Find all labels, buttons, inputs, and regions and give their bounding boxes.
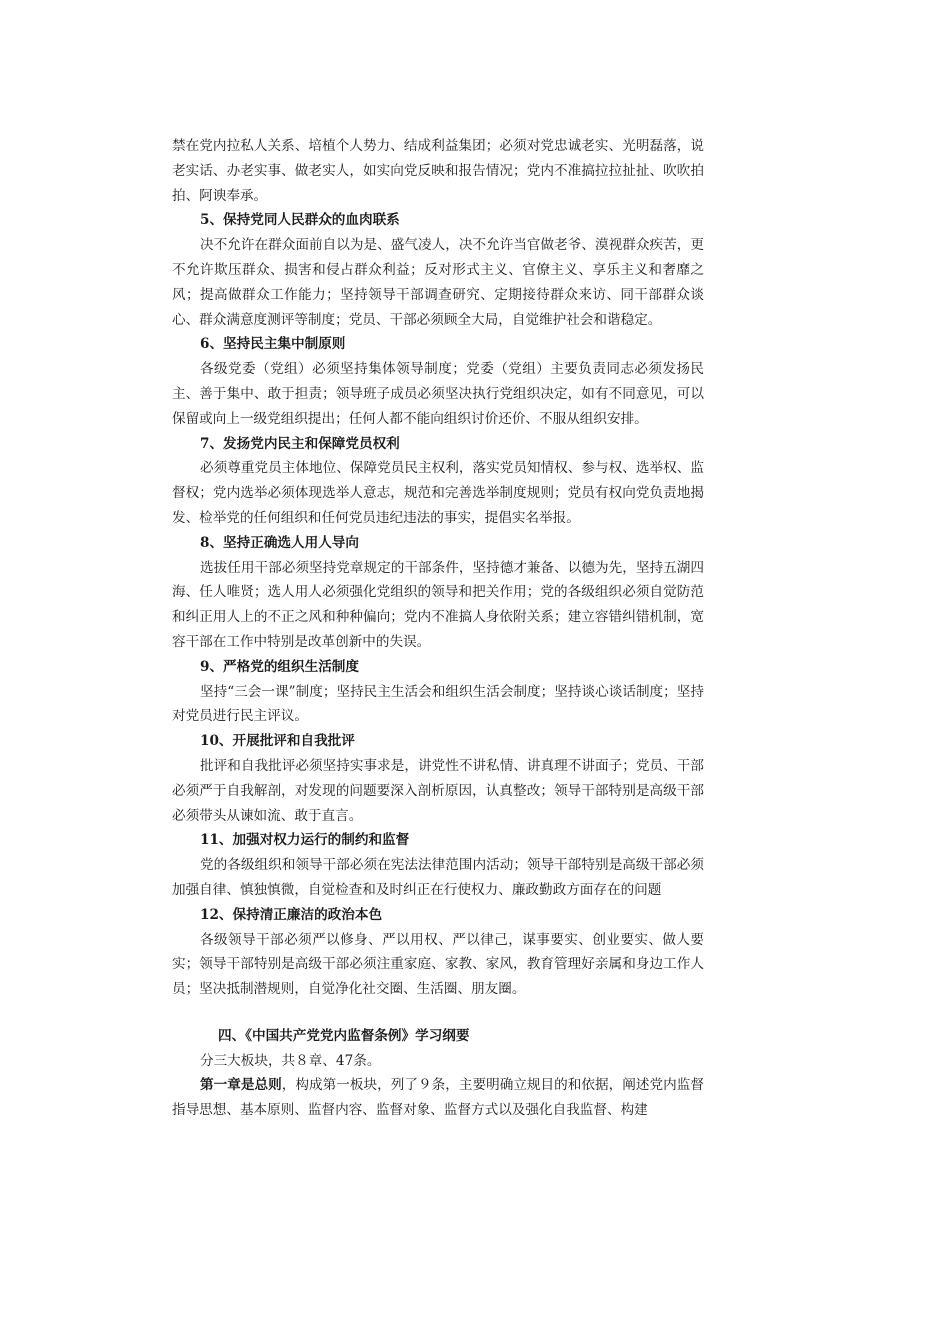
paragraph-item-10: 批评和自我批评必须坚持实事求是，讲党性不讲私情、讲真理不讲面子；党员、干部必须严于自我解剖，对发现的问题要深入剖析原因，认真整改；领导干部特别是高级干部必须带头从谏如流、敢于直言。 [172,757,704,824]
heading-item-12: 12、保持清正廉洁的政治本色 [200,906,383,923]
heading-item-10: 10、开展批评和自我批评 [200,733,355,750]
chapter-1-lead: 第一章是总则 [200,1077,282,1094]
heading-item-6: 6、坚持民主集中制原则 [200,336,346,353]
paragraph-item-8: 选拔任用干部必须坚持党章规定的干部条件，坚持德才兼备、以德为先，坚持五湖四海、任人唯贤；选人用人必须强化党组织的领导和把关作用；党的各级组织必须自觉防范和纠正用人上的不正之风和种种偏向；党内不准搞人身依附关系；建立容错纠错机制，宽容干部在工作中特别是改革创新中的失误。 [172,559,704,650]
chapter-1-text: ，构成第一板块，列了９条，主要明确立规目的和依据，阐述党内监督指导思想、基本原则、监督内容、监督对象、监督方式以及强化自我监督、构建 [172,1077,704,1119]
paragraph-item-9: 坚持“三会一课”制度；坚持民主生活会和组织生活会制度；坚持谈心谈话制度；坚持对党员进行民主评议。 [172,683,704,725]
paragraph-item-6: 各级党委（党组）必须坚持集体领导制度；党委（党组）主要负责同志必须发扬民主、善于集中、敢于担责；领导班子成员必须坚决执行党组织决定，如有不同意见，可以保留或向上一级党组织提出；任何人都不能向组织讨价还价、不服从组织安排。 [172,361,704,427]
paragraph-item-11: 党的各级组织和领导干部必须在宪法法律范围内活动；领导干部特别是高级干部必须加强自律、慎独慎微，自觉检查和及时纠正在行使权力、廉政勤政方面存在的问题 [172,857,704,898]
section-4-intro: 分三大板块，共８章、47条。 [200,1052,381,1069]
heading-item-9: 9、严格党的组织生活制度 [200,658,359,675]
chapter-1-paragraph [172,1073,704,1123]
heading-item-7: 7、发扬党内民主和保障党员权利 [200,435,400,452]
paragraph-item-7: 必须尊重党员主体地位、保障党员民主权利，落实党员知情权、参与权、选举权、监督权；党内选举必须体现选举人意志，规范和完善选举制度规则；党员有权向党负责地揭发、检举党的任何组织和任何党员违纪违法的事实，提倡实名举报。 [172,460,704,526]
section-4-title: 四、《中国共产党党内监督条例》学习纲要 [218,1027,470,1044]
paragraph-item-12: 各级领导干部必须严以修身、严以用权、严以律己，谋事要实、创业要实、做人要实；领导干部特别是高级干部必须注重家庭、家教、家风，教育管理好亲属和身边工作人员；坚决抵制潜规则，自觉净化社交圈、生活圈、朋友圈。 [172,931,704,998]
heading-item-8: 8、坚持正确选人用人导向 [200,534,359,551]
heading-item-11: 11、加强对权力运行的制约和监督 [200,832,410,849]
paragraph-continued: 禁在党内拉私人关系、培植个人势力、结成利益集团；必须对党忠诚老实、光明磊落，说老实话、办老实事、做老实人，如实向党反映和报告情况；党内不准搞拉拉扯扯、吹吹拍拍、阿谀奉承。 [172,138,704,204]
heading-item-5: 5、保持党同人民群众的血肉联系 [200,212,400,229]
paragraph-item-5: 决不允许在群众面前自以为是、盛气凌人，决不允许当官做老爷、漠视群众疾苦，更不允许欺压群众、损害和侵占群众利益；反对形式主义、官僚主义、享乐主义和奢靡之风；提高做群众工作能力；坚持领导干部调查研究、定期接待群众来访、同干部群众谈心、群众满意度测评等制度；党员、干部必须顾全大局，自觉维护社会和谐稳定。 [172,237,704,328]
document-body [172,134,704,1123]
